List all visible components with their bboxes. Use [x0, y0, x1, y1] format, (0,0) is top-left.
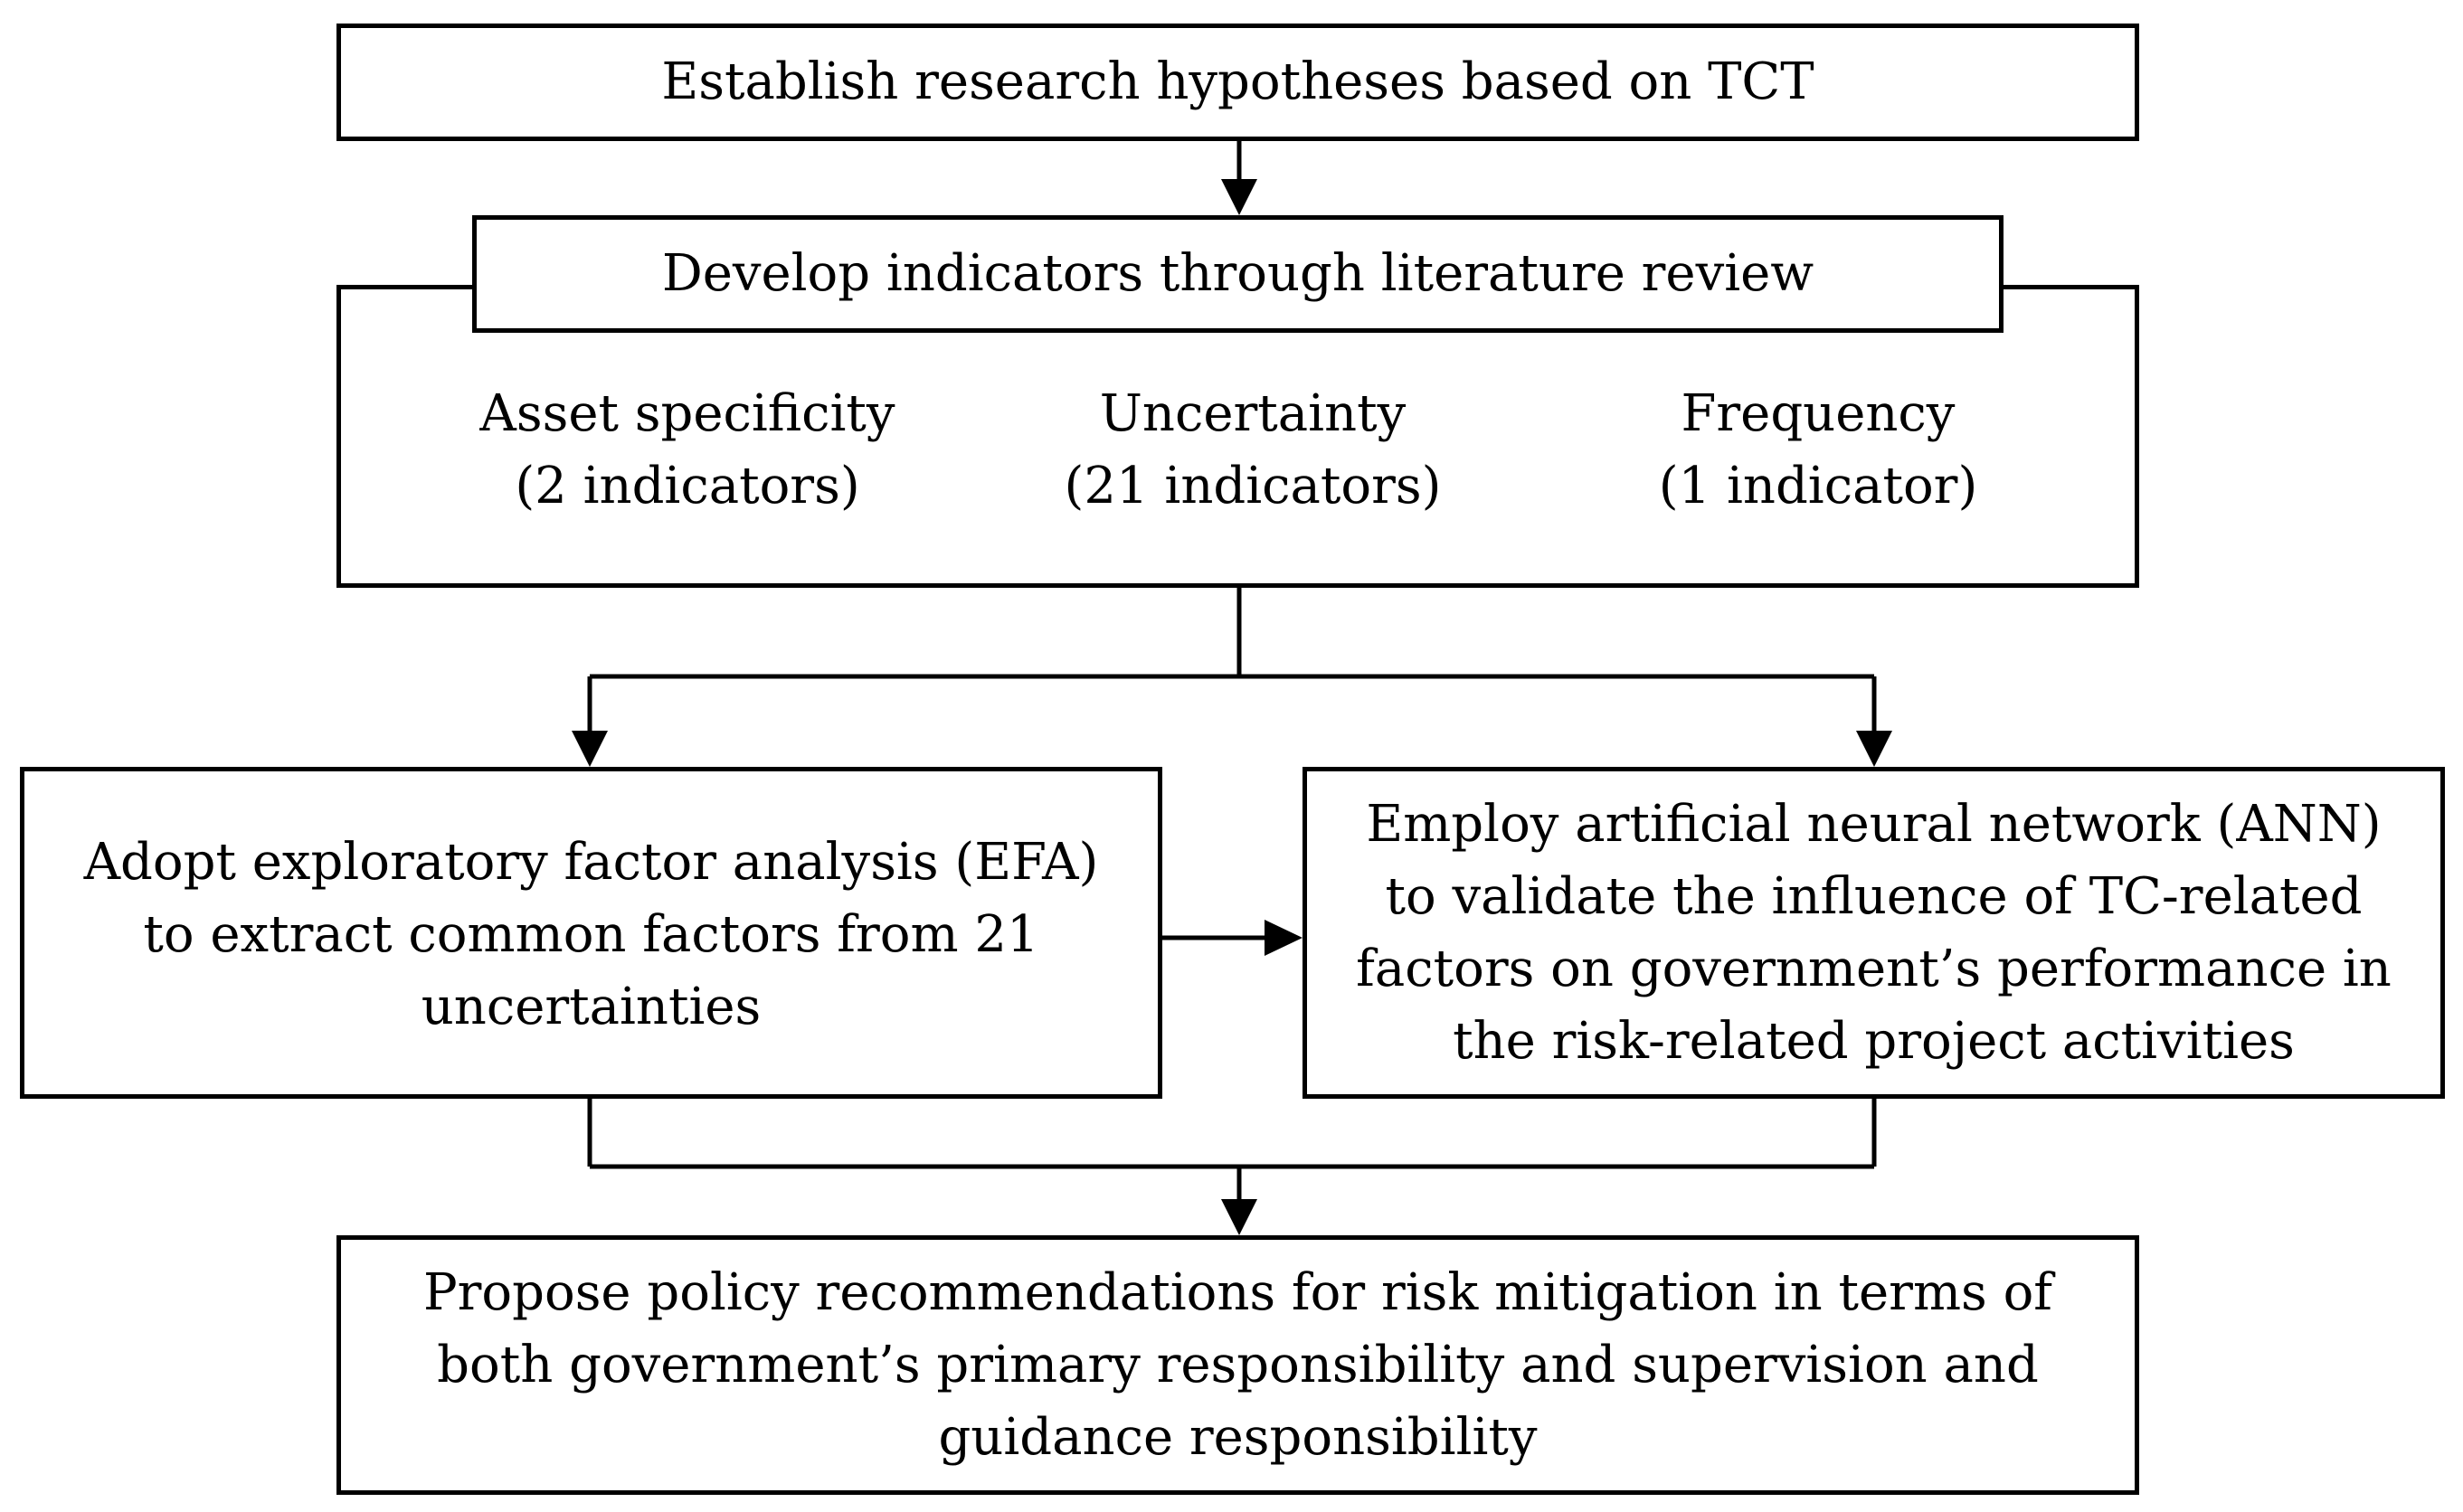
ann-line: factors on government’s performance in [1356, 940, 2392, 998]
policy-line: both government’s primary responsibility and supervision and [437, 1336, 2039, 1394]
dimension-name: Frequency [1681, 384, 1956, 443]
policy-line: guidance responsibility [938, 1408, 1538, 1467]
policy-text [336, 1257, 2139, 1474]
efa-line: uncertainties [421, 978, 762, 1036]
arrowhead-indicators [1221, 179, 1257, 215]
efa-text [20, 827, 1162, 1044]
dimension-name: Asset specificity [479, 384, 895, 443]
ann-line: Employ artificial neural network (ANN) [1366, 795, 2382, 854]
dimension-uncertainty [981, 378, 1524, 523]
efa-line: to extract common factors from 21 [143, 905, 1039, 964]
ann-line: the risk-related project activities [1453, 1012, 2295, 1071]
arrowhead-ann-left [1265, 920, 1303, 956]
dimension-asset-specificity [416, 378, 959, 523]
ann-text [1303, 789, 2445, 1078]
arrowhead-ann [1856, 731, 1892, 767]
dimension-count: (2 indicators) [515, 457, 860, 515]
dimension-name: Uncertainty [1099, 384, 1407, 443]
dimension-count: (1 indicator) [1658, 457, 1978, 515]
arrowhead-efa [572, 731, 608, 767]
dimension-frequency [1547, 378, 2089, 523]
dimension-count: (21 indicators) [1064, 457, 1442, 515]
arrowhead-policy [1221, 1199, 1257, 1235]
ann-line: to validate the influence of TC-related [1385, 867, 2363, 926]
policy-line: Propose policy recommendations for risk mitigation in terms of [422, 1263, 2053, 1322]
indicators-text: Develop indicators through literature review [661, 244, 1814, 303]
efa-line: Adopt exploratory factor analysis (EFA) [83, 833, 1099, 892]
hypotheses-text: Establish research hypotheses based on TCT [661, 52, 1814, 111]
